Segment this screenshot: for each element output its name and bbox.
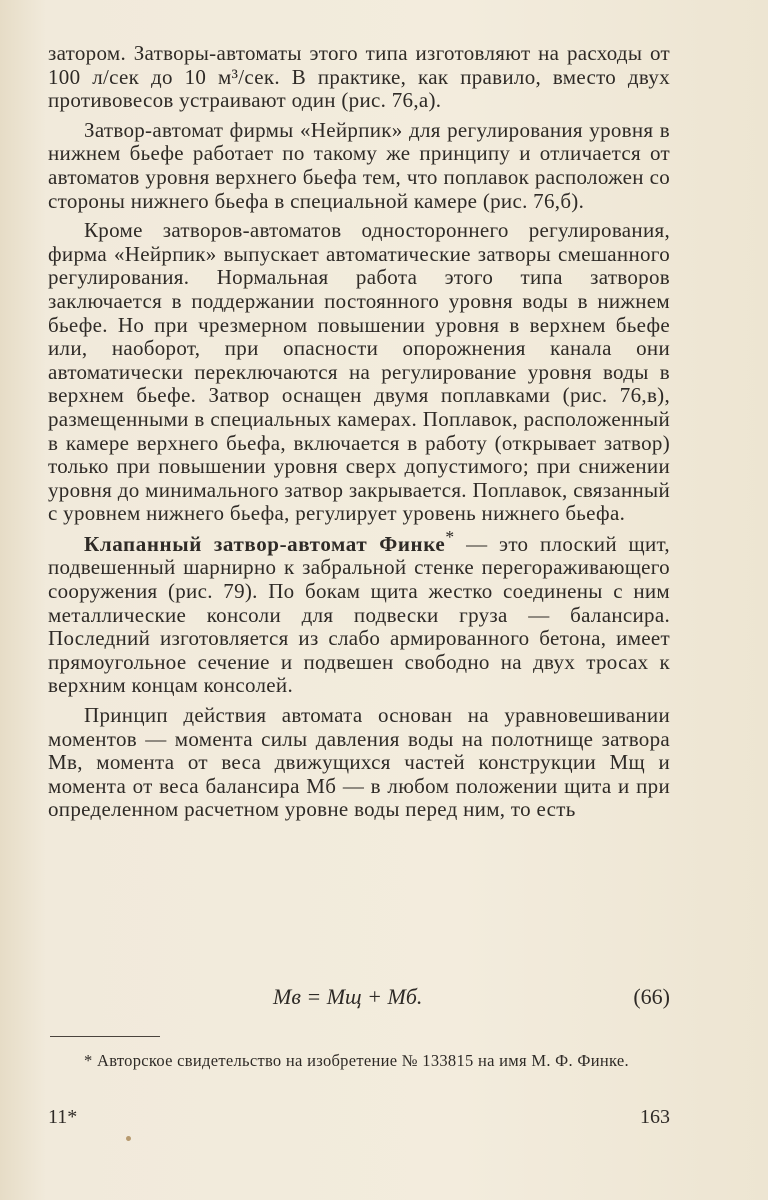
footnote bbox=[48, 1050, 670, 1072]
formula-number: (66) bbox=[633, 984, 670, 1009]
section-heading: Клапанный затвор-автомат Финке bbox=[84, 531, 446, 556]
body-text bbox=[48, 42, 670, 822]
paragraph-1: затором. Затворы-автоматы этого типа изготовляют на расходы от 100 л/сек до 10 м³/сек. В практике, как правило, вместо двух противовесов устраивают один (рис. 76,а). bbox=[48, 41, 670, 113]
footnote-marker: * bbox=[445, 526, 455, 547]
footnote-text: * Авторское свидетельство на изобретение № 133815 на имя М. Ф. Финке. bbox=[84, 1051, 629, 1070]
paragraph-5: Принцип действия автомата основан на уравновешивании моментов — момента силы давления воды на полотнище затвора Mв, момента от веса движущихся частей конструкции Mщ и момента от веса балансира Mб — в любом положении щита и при определенном расчетном уровне воды перед ним, то есть bbox=[48, 703, 670, 822]
paragraph-2: Затвор-автомат фирмы «Нейрпик» для регулирования уровня в нижнем бьефе работает по такому же принципу и отличается от автоматов уровня верхнего бьефа тем, что поплавок расположен со стороны нижнего бьефа в специальной камере (рис. 76,б). bbox=[48, 117, 670, 213]
paper-spot bbox=[126, 1136, 131, 1141]
page-footer bbox=[48, 1106, 670, 1134]
page-number: 163 bbox=[640, 1106, 670, 1128]
paragraph-finke bbox=[48, 526, 670, 698]
footnote-divider bbox=[50, 1036, 160, 1037]
formula-expression: Mв = Mщ + Mб. bbox=[273, 984, 423, 1009]
signature-mark: 11* bbox=[48, 1106, 78, 1128]
paragraph-finke-text: — это плоский щит, подвешенный шарнирно к забральной стенке перегораживающего сооружения (рис. 79). По бокам щита жестко соединены с ним металлические консоли для подвески груза — балансира. Последний изготовляется из слабо армированного бетона, имеет прямоугольное сечение и подвешен свободно на двух тросах к верхним концам консолей. bbox=[48, 531, 670, 698]
paragraph-3: Кроме затворов-автоматов одностороннего регулирования, фирма «Нейрпик» выпускает автоматические затворы смешанного регулирования. Нормальная работа этого типа затворов заключается в поддержании постоянного уровня воды в нижнем бьефе. Но при чрезмерном повышении уровня в верхнем бьефе или, наоборот, при опасности опорожнения канала они автоматически переключаются на регулирование уровня воды в верхнем бьефе. Затвор оснащен двумя поплавками (рис. 76,в), размещенными в специальных камерах. Поплавок, расположенный в камере верхнего бьефа, включается в работу (открывает затвор) только при повышении уровня сверх допустимого; при снижении уровня до минимального затвор закрывается. Поплавок, связанный с уровнем нижнего бьефа, регулирует уровень нижнего бьефа. bbox=[48, 218, 670, 526]
formula bbox=[48, 984, 670, 1014]
